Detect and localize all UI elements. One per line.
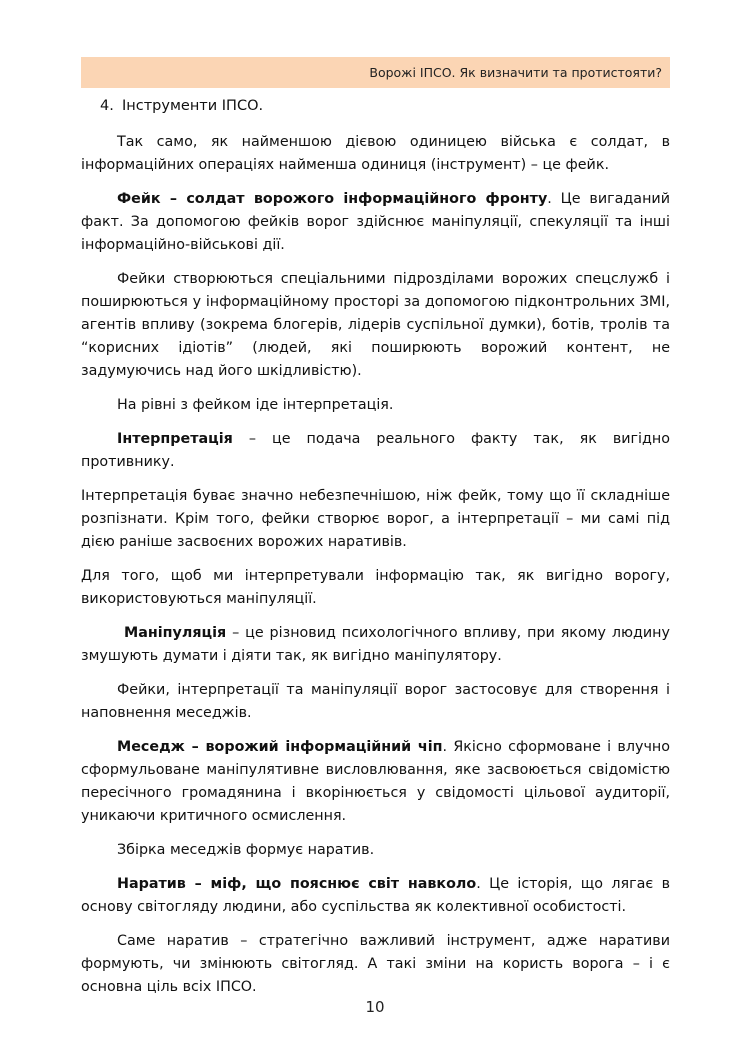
term-narrative: Наратив – міф, що пояснює світ навколо xyxy=(117,876,477,892)
paragraph-8 xyxy=(81,622,670,668)
term-manipulation: Маніпуляція xyxy=(124,625,227,641)
paragraph-10-text: . Якісно сформоване і влучно сформульоване маніпулятивне висловлювання, яке засвоюється свідомістю пересічного громадянина і вкорінюється у свідомості цільової аудиторії, уникаючи критичного осмислення. xyxy=(81,739,670,824)
running-header xyxy=(81,57,670,88)
running-header-title: Ворожі ІПСО. Як визначити та протистояти? xyxy=(369,65,662,80)
paragraph-13: Саме наратив – стратегічно важливий інструмент, адже наративи формують, чи змінюють світогляд. А такі зміни на користь ворога – і є основна ціль всіх ІПСО. xyxy=(81,933,670,995)
term-interpretation: Інтерпретація xyxy=(117,431,233,447)
page-number: 10 xyxy=(365,998,385,1016)
paragraph-5 xyxy=(81,428,670,474)
section-number: 4. xyxy=(100,98,114,114)
paragraph-1: Так само, як найменшою дієвою одиницею війська є солдат, в інформаційних операціях найменша одиниця (інструмент) – це фейк. xyxy=(81,134,670,173)
paragraph-3: Фейки створюються спеціальними підрозділами ворожих спецслужб і поширюються у інформаційному просторі за допомогою підконтрольних ЗМІ, агентів впливу (зокрема блогерів, лідерів суспільної думки), ботів, тролів та “корисних ідіотів” (людей, які поширюють ворожий контент, не задумуючись над його шкідливістю). xyxy=(81,271,670,379)
paragraph-12 xyxy=(81,873,670,919)
term-message: Меседж – ворожий інформаційний чіп xyxy=(117,739,443,755)
paragraph-12-text: . Це історія, що лягає в основу світогляду людини, або суспільства як колективної особистості. xyxy=(81,876,670,915)
section-heading xyxy=(81,95,670,118)
paragraph-10 xyxy=(81,736,670,828)
paragraph-2-text: . Це вигаданий факт. За допомогою фейків ворог здійснює маніпуляції, спекуляції та інші інформаційно-військові дії. xyxy=(81,191,670,253)
paragraph-2 xyxy=(81,188,670,257)
page-content xyxy=(81,95,670,1010)
paragraph-8-text: – це різновид психологічного впливу, при якому людину змушують думати і діяти так, як вигідно маніпулятору. xyxy=(81,625,670,664)
term-fake: Фейк – солдат ворожого інформаційного фронту xyxy=(117,191,548,207)
paragraph-9: Фейки, інтерпретації та маніпуляції ворог застосовує для створення і наповнення меседжів. xyxy=(81,682,670,721)
paragraph-7: Для того, щоб ми інтерпретували інформацію так, як вигідно ворогу, використовуються маніпуляції. xyxy=(81,568,670,607)
paragraph-6: Інтерпретація буває значно небезпечнішою, ніж фейк, тому що її складніше розпізнати. Крім того, фейки створює ворог, а інтерпретації – ми самі під дією раніше засвоєних ворожих наративів. xyxy=(81,488,670,550)
paragraph-11: Збірка меседжів формує наратив. xyxy=(117,842,375,858)
paragraph-5-text: – це подача реального факту так, як вигідно противнику. xyxy=(81,431,670,470)
paragraph-4: На рівні з фейком іде інтерпретація. xyxy=(117,397,394,413)
section-title: Інструменти ІПСО. xyxy=(122,98,264,114)
